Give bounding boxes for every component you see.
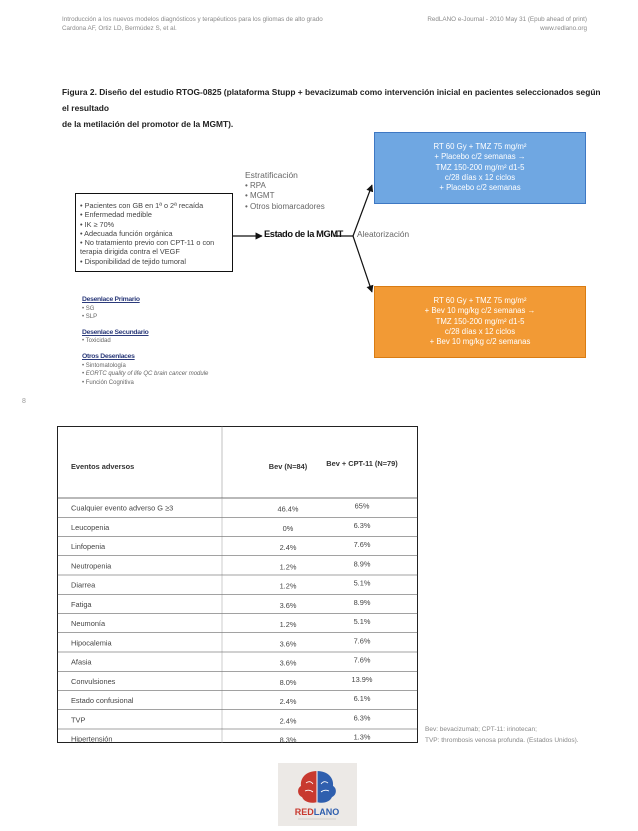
outcome-item: • EORTC quality of life QC brain cancer module [82, 371, 209, 378]
table-cell-bev: 0% [282, 523, 294, 533]
table-cell-bev-cpt11: 8.9% [353, 597, 371, 607]
table-cell-bev-cpt11: 65% [354, 501, 370, 511]
svg-text:REDLANO [295, 807, 340, 817]
arm-line: RT 60 Gy + TMZ 75 mg/m² [433, 296, 527, 305]
table-cell-event: Cualquier evento adverso G ≥3 [71, 503, 174, 513]
table-header-bev: Bev (N=84) [268, 462, 308, 471]
table-cell-bev-cpt11: 7.6% [353, 636, 371, 646]
figure-caption-line1: Figura 2. Diseño del estudio RTOG-0825 (plataforma Stupp + bevacizumab como intervención inicial en pacientes seleccionados según el resultado [62, 87, 601, 113]
table-cell-bev-cpt11: 1.3% [353, 732, 371, 742]
eligibility-item: • Pacientes con GB en 1ª o 2ª recaída [80, 201, 204, 210]
stratification-title: Estratificación [245, 170, 298, 180]
arm-line: + Bev 10 mg/kg c/2 semanas [429, 337, 531, 347]
eligibility-item: • Disponibilidad de tejido tumoral [80, 256, 186, 266]
table-cell-bev-cpt11: 8.9% [353, 559, 371, 569]
table-header-bev-cpt11: Bev + CPT-11 (N=79) [326, 459, 398, 468]
eligibility-box [75, 193, 233, 272]
table-cell-bev: 3.6% [279, 600, 297, 610]
eligibility-item: terapia dirigida contra el VEGF [80, 247, 180, 257]
table-header-event: Eventos adversos [71, 462, 135, 471]
table-cell-event: Hipertensión [71, 734, 113, 743]
stratification-item: • MGMT [245, 191, 275, 200]
table-cell-bev-cpt11: 7.6% [353, 540, 371, 550]
table-cell-bev: 46.4% [277, 504, 299, 514]
figure-caption-line2: de la metilación del promotor de la MGMT). [62, 119, 234, 129]
logo-text-blue: LANO [313, 807, 340, 817]
page-number: 8 [22, 398, 26, 405]
redlano-logo [278, 763, 357, 826]
table-cell-event: Convulsiones [71, 676, 116, 686]
table-cell-event: Neutropenia [71, 561, 112, 571]
secondary-outcome-title: Desenlace Secundario [82, 328, 149, 336]
footnote-line: TVP: thrombosis venosa profunda. (Estados Unidos). [425, 736, 579, 744]
table-cell-bev-cpt11: 7.6% [353, 655, 371, 665]
header-authors: Cardona AF, Ortiz LD, Bermúdez S, et al. [62, 25, 177, 32]
table-cell-event: Leucopenia [71, 522, 110, 532]
table-cell-event: TVP [71, 715, 86, 725]
footnote-line: Bev: bevacizumab; CPT-11: irinotecan; [425, 726, 537, 733]
table-cell-event: Hipocalemia [71, 638, 112, 648]
brain-logo-icon [278, 763, 357, 826]
stratification-item: • Otros biomarcadores [245, 201, 325, 211]
arm-line: + Placebo c/2 semanas [439, 183, 521, 193]
table-cell-event: Neumonía [71, 619, 106, 629]
table-cell-bev: 1.2% [279, 620, 297, 630]
arrow-to-bev-arm [353, 236, 372, 292]
arm-line: c/28 días x 12 ciclos [444, 326, 516, 336]
table-cell-event: Diarrea [71, 580, 96, 590]
header-journal: RedLANO e-Journal - 2010 May 31 (Epub ahead of print) [427, 16, 587, 23]
arm-line: TMZ 150-200 mg/m² d1-5 [435, 316, 525, 326]
table-cell-bev: 8.3% [279, 735, 297, 743]
eligibility-item: • Enfermedad medible [80, 210, 152, 220]
eligibility-item: • Adecuada función orgánica [80, 228, 173, 238]
arm-line: c/28 días x 12 ciclos [444, 172, 516, 182]
table-cell-bev: 2.4% [279, 716, 297, 726]
table-cell-bev: 8.0% [279, 677, 297, 687]
table-cell-bev: 2.4% [279, 697, 297, 707]
outcome-item: • Función Cognitiva [82, 379, 134, 386]
other-outcomes-title: Otros Desenlaces [82, 352, 135, 360]
header-url: www.redlano.org [540, 25, 587, 32]
table-cell-bev: 2.4% [279, 543, 297, 553]
table-cell-bev: 1.2% [279, 581, 297, 591]
outcome-item: • Sintomatología [82, 362, 126, 369]
placebo-arm-box [374, 132, 586, 204]
table-cell-bev-cpt11: 6.3% [353, 713, 371, 723]
arm-line: + Bev 10 mg/kg c/2 semanas → [424, 306, 536, 316]
adverse-events-table [57, 426, 418, 743]
arm-line: RT 60 Gy + TMZ 75 mg/m² [433, 142, 527, 151]
eligibility-item: • IK ≥ 70% [80, 219, 115, 229]
table-cell-bev-cpt11: 13.9% [351, 674, 373, 684]
table-footnote [425, 725, 579, 746]
table-cell-event: Linfopenia [71, 542, 106, 552]
table-cell-event: Fatiga [71, 599, 92, 609]
outcome-item: • SG [82, 305, 95, 312]
table-cell-event: Afasia [71, 657, 92, 667]
arm-line: TMZ 150-200 mg/m² d1-5 [435, 162, 525, 172]
table-cell-bev-cpt11: 5.1% [353, 617, 371, 627]
primary-outcome-title: Desenlace Primario [82, 296, 140, 303]
table-cell-bev-cpt11: 6.3% [353, 520, 371, 530]
arm-line: + Placebo c/2 semanas → [434, 152, 526, 162]
eligibility-item: • No tratamiento previo con CPT-11 o con [80, 238, 215, 248]
outcomes-block [82, 296, 208, 387]
table-cell-bev: 3.6% [279, 639, 297, 649]
stratification-item: • RPA [245, 180, 266, 190]
stratification-block [245, 170, 325, 212]
mgmt-status-label: Estado de la MGMT [264, 229, 343, 239]
table-cell-bev: 1.2% [279, 562, 297, 572]
bevacizumab-arm-box [374, 286, 586, 358]
outcome-item: • SLP [82, 314, 98, 321]
randomization-label: Aleatorización [357, 229, 410, 239]
table-cell-bev-cpt11: 6.1% [353, 694, 371, 704]
table-cell-bev: 3.6% [279, 658, 297, 668]
outcome-item: • Toxicidad [82, 338, 111, 345]
table-cell-bev-cpt11: 5.1% [353, 578, 371, 588]
table-cell-event: Estado confusional [71, 696, 134, 706]
logo-text-red: RED [294, 807, 314, 817]
header-title: Introducción a los nuevos modelos diagnósticos y terapéuticos para los gliomas de alto grado [62, 16, 323, 23]
